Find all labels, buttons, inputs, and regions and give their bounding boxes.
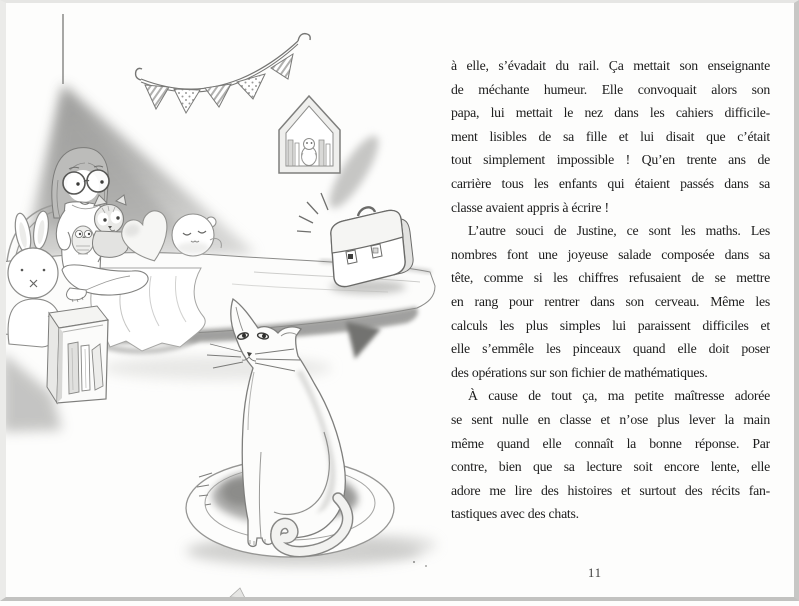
text-line: des opérations sur son fichier de mathématiques. bbox=[451, 364, 708, 380]
text-line: À cause de tout ça, ma petite maîtresse adorée bbox=[468, 388, 770, 404]
page-number: 11 bbox=[587, 566, 603, 580]
text-line: classe avaient appris à écrire ! bbox=[451, 199, 609, 215]
text-line: carrière tous les enfants qui étaient passés dans sa bbox=[451, 175, 770, 191]
text-line: à elle, s’évadait du rail. Ça mettait son enseignante bbox=[451, 58, 770, 73]
text-line: tout simplement impossible ! Qu’en trente ans de bbox=[451, 152, 770, 168]
bedroom-illustration bbox=[2, 0, 448, 601]
text-line: même quand elle connaît la bonne réponse. Par bbox=[451, 435, 770, 451]
bird-figurine bbox=[302, 139, 317, 166]
text-line: ment lisibles de sa fille et lui disait que c’était bbox=[451, 128, 770, 144]
books bbox=[68, 342, 103, 394]
floor-marks bbox=[230, 561, 427, 598]
owl-print bbox=[72, 226, 94, 254]
text-line: nombres font une joyeuse salade composée dans sa bbox=[451, 246, 770, 262]
text-line: en rang pour rentrer dans son cerveau. Même les bbox=[451, 293, 770, 309]
text-line: de méchante humeur. Elle convoquait alors son bbox=[451, 81, 770, 97]
text-line: contre, bien que sa lecture soit encore lente, elle bbox=[451, 459, 770, 475]
text-column bbox=[451, 54, 770, 526]
pennant-garland bbox=[136, 34, 311, 113]
text-line: calculs les plus simples lui paraissent difficiles et bbox=[451, 317, 770, 333]
text-line: papa, lui mettait le nez dans les cahiers difficile- bbox=[451, 105, 770, 121]
text-line: tête, comme si les chiffres refusaient de se mettre bbox=[451, 270, 770, 286]
illustration-page bbox=[2, 0, 448, 601]
text-line: elle s’emmêle les pinceaux quand elle doit poser bbox=[451, 341, 770, 357]
text-line: se sent nulle en classe et n’ose plus lever la main bbox=[451, 411, 770, 427]
text-line: L’autre souci de Justine, ce sont les maths. Les bbox=[468, 223, 770, 239]
text-line: adore me lire des histoires et surtout des récits fan- bbox=[451, 482, 770, 498]
house-shelf bbox=[279, 96, 386, 214]
text-line: tastiques avec des chats. bbox=[451, 506, 579, 522]
